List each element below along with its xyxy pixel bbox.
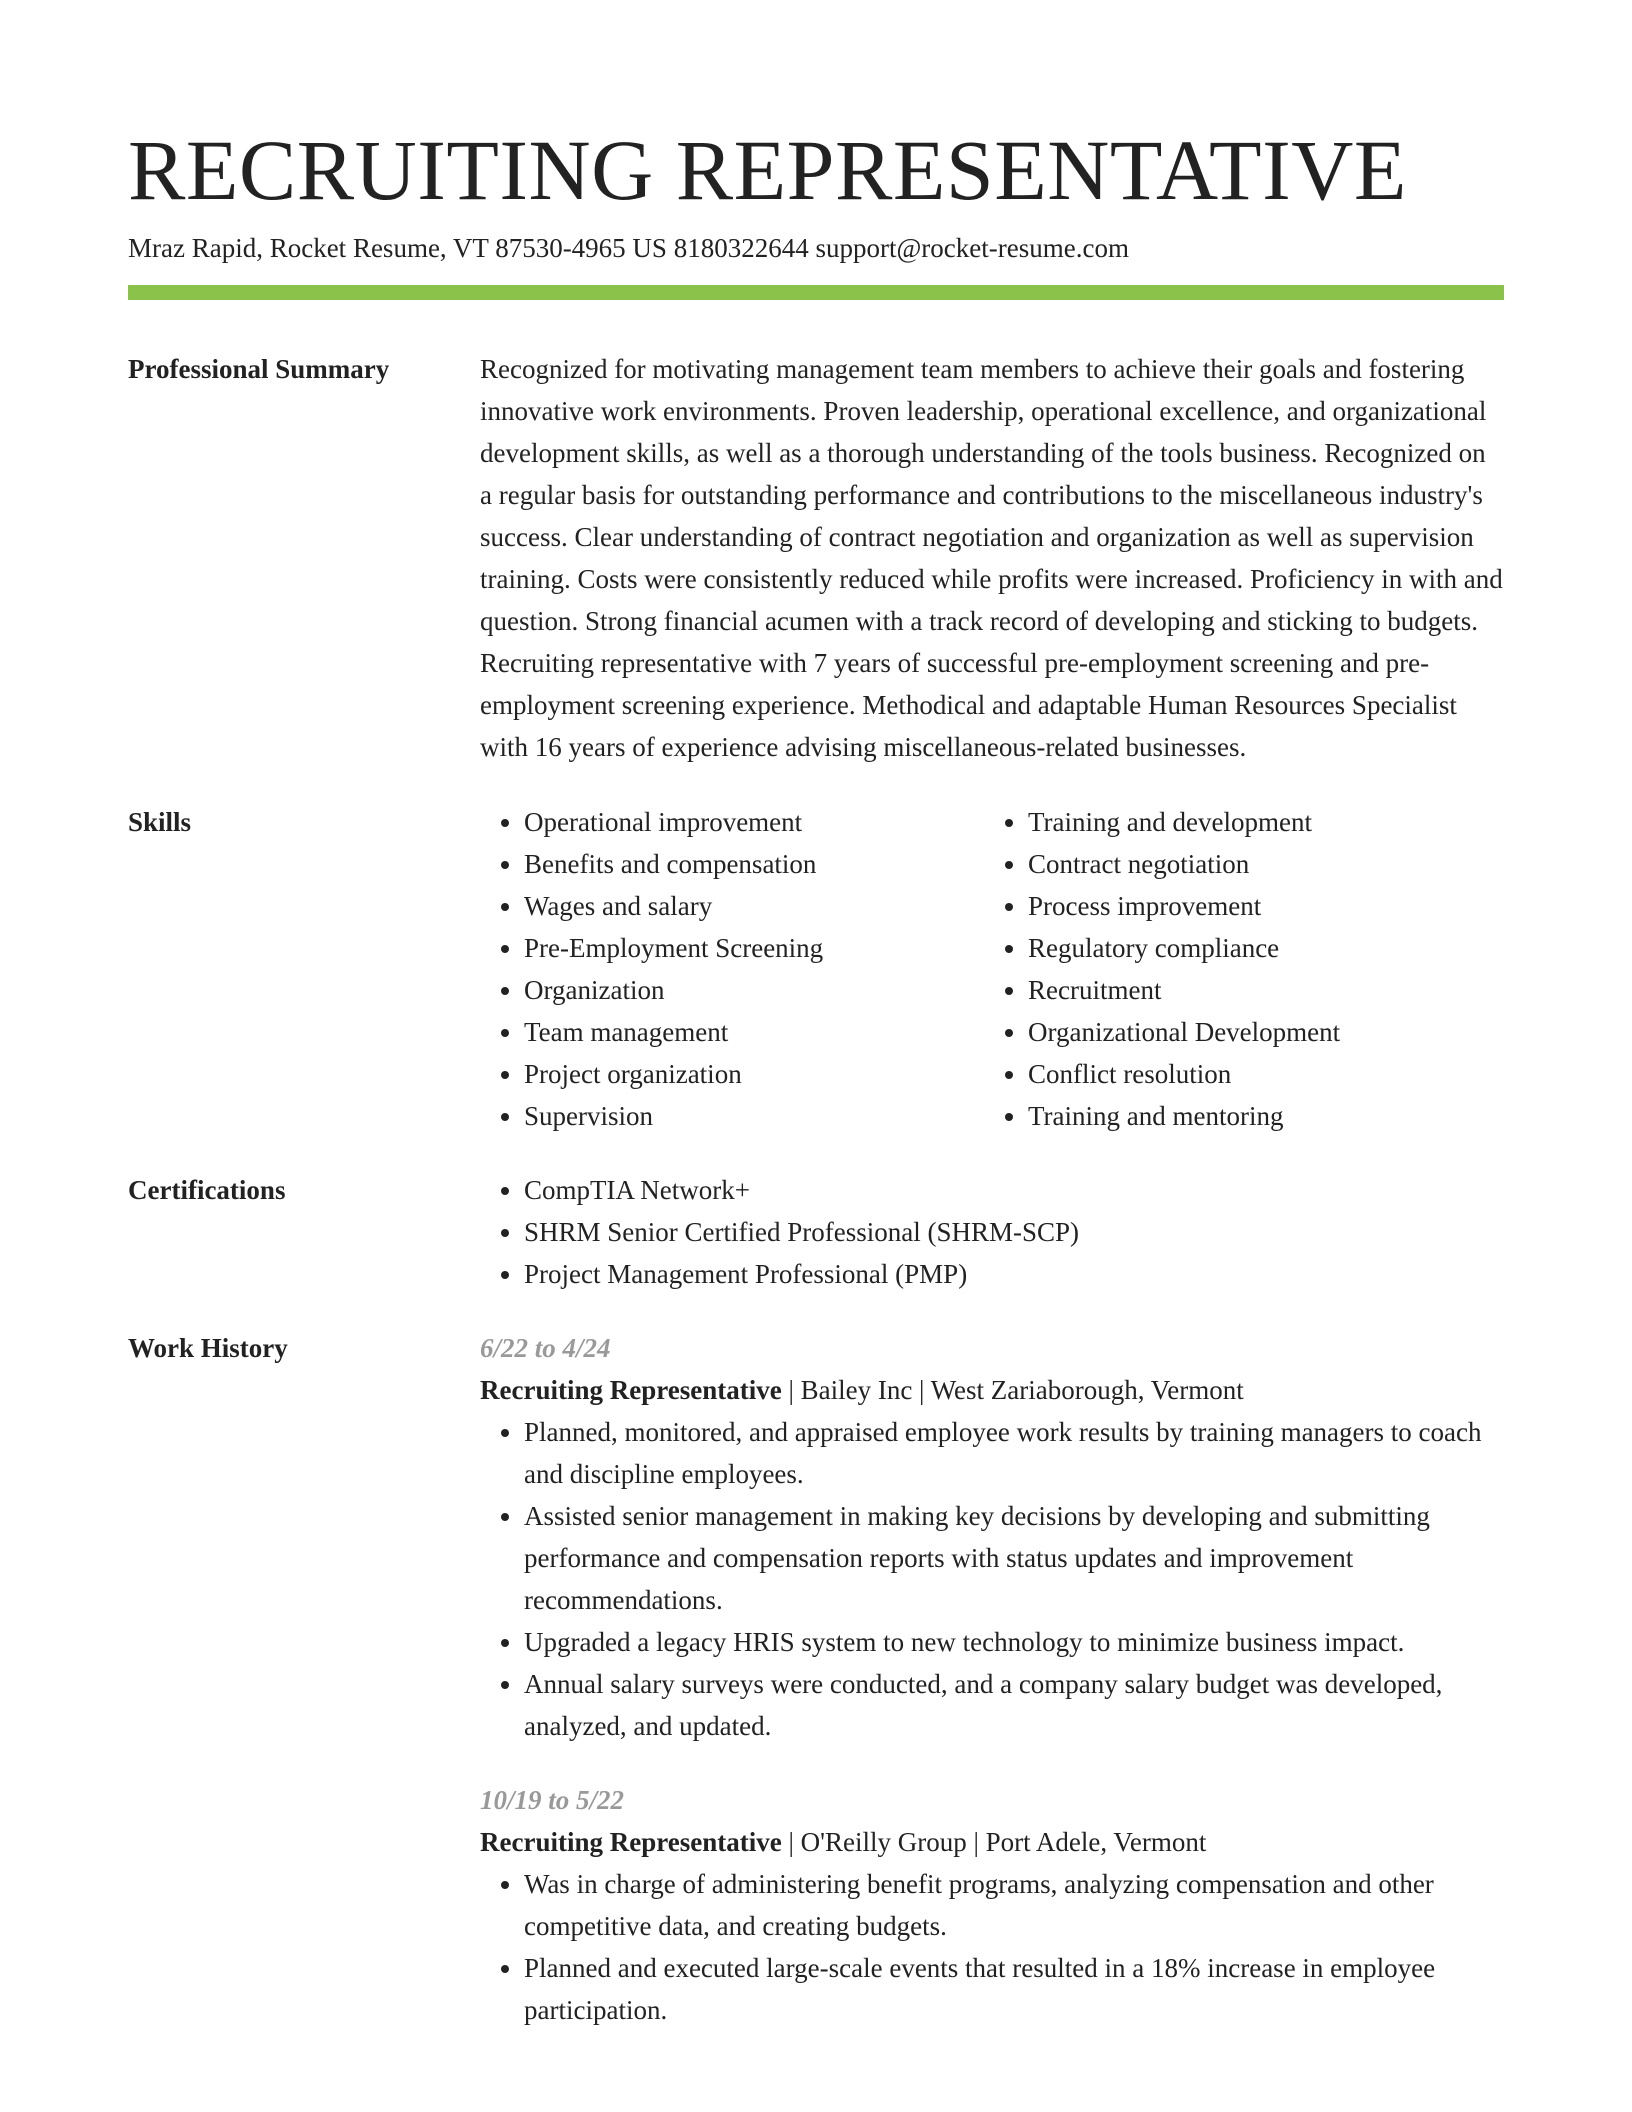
- skill-item: • Training and development: [1028, 801, 1488, 843]
- certifications-heading: Certifications: [128, 1175, 286, 1205]
- skills-list-left: [480, 801, 984, 1137]
- job-dates: 10/19 to 5/22: [480, 1785, 625, 1815]
- job-dates: 6/22 to 4/24: [480, 1333, 611, 1363]
- job-title: Recruiting Representative: [480, 1375, 782, 1405]
- job-bullets: [480, 1411, 1504, 1747]
- certifications-list: [480, 1169, 1504, 1295]
- skill-item: • Regulatory compliance: [1028, 927, 1488, 969]
- certification-item: • SHRM Senior Certified Professional (SHRM-SCP): [524, 1211, 1504, 1253]
- job-company-location: | Bailey Inc | West Zariaborough, Vermont: [781, 1375, 1244, 1405]
- job-header: [480, 1369, 1504, 1411]
- job-title: Recruiting Representative: [480, 1827, 782, 1857]
- skill-item: • Supervision: [524, 1095, 984, 1137]
- skills-heading: Skills: [128, 807, 192, 837]
- skill-item: • Operational improvement: [524, 801, 984, 843]
- summary-section: [128, 348, 1504, 768]
- accent-divider: [128, 285, 1504, 300]
- resume-title: RECRUITING REPRESENTATIVE: [128, 122, 1407, 218]
- work-history-heading: Work History: [128, 1333, 288, 1363]
- summary-heading: Professional Summary: [128, 354, 390, 384]
- job-bullets: [480, 1863, 1504, 2031]
- job-bullet: • Planned, monitored, and appraised employee work results by training managers to coach and discipline employees.: [524, 1411, 1504, 1495]
- resume-page: [128, 120, 1504, 2031]
- job-entry: [480, 1327, 1504, 1747]
- job-bullet: • Upgraded a legacy HRIS system to new technology to minimize business impact.: [524, 1621, 1504, 1663]
- skill-item: • Organization: [524, 969, 984, 1011]
- skill-item: • Recruitment: [1028, 969, 1488, 1011]
- job-bullet: • Annual salary surveys were conducted, and a company salary budget was developed, analyzed, and updated.: [524, 1663, 1504, 1747]
- job-entry: [480, 1779, 1504, 2031]
- summary-text: Recognized for motivating management team members to achieve their goals and fostering innovative work environments. Proven leadership, operational excellence, and organizational development skills, as well as a thorough understanding of the tools business. Recognized on a regular basis for outstanding performance and contributions to the miscellaneous industry's success. Clear understanding of contract negotiation and organization as well as supervision training. Costs were consistently reduced while profits were increased. Proficiency in with and question. Strong financial acumen with a track record of developing and sticking to budgets. Recruiting representative with 7 years of successful pre-employment screening and pre-employment screening experience. Methodical and adaptable Human Resources Specialist with 16 years of experience advising miscellaneous-related businesses.: [480, 354, 1503, 762]
- certification-item: • Project Management Professional (PMP): [524, 1253, 1504, 1295]
- skill-item: • Conflict resolution: [1028, 1053, 1488, 1095]
- job-bullet: • Was in charge of administering benefit programs, analyzing compensation and other competitive data, and creating budgets.: [524, 1863, 1504, 1947]
- certification-item: • CompTIA Network+: [524, 1169, 1504, 1211]
- skills-list-right: [984, 801, 1488, 1137]
- skill-item: • Team management: [524, 1011, 984, 1053]
- skill-item: • Process improvement: [1028, 885, 1488, 927]
- work-history-section: [128, 1327, 1504, 2031]
- skill-item: • Organizational Development: [1028, 1011, 1488, 1053]
- certifications-section: [128, 1169, 1504, 1295]
- skill-item: • Training and mentoring: [1028, 1095, 1488, 1137]
- skill-item: • Project organization: [524, 1053, 984, 1095]
- skills-section: [128, 801, 1504, 1137]
- skill-item: • Contract negotiation: [1028, 843, 1488, 885]
- skill-item: • Wages and salary: [524, 885, 984, 927]
- skill-item: • Benefits and compensation: [524, 843, 984, 885]
- job-header: [480, 1821, 1504, 1863]
- contact-line: Mraz Rapid, Rocket Resume, VT 87530-4965 US 8180322644 support@rocket-resume.com: [128, 233, 1129, 263]
- job-bullet: • Assisted senior management in making key decisions by developing and submitting performance and compensation reports with status updates and improvement recommendations.: [524, 1495, 1504, 1621]
- job-bullet: • Planned and executed large-scale events that resulted in a 18% increase in employee participation.: [524, 1947, 1504, 2031]
- skill-item: • Pre-Employment Screening: [524, 927, 984, 969]
- job-company-location: | O'Reilly Group | Port Adele, Vermont: [781, 1827, 1207, 1857]
